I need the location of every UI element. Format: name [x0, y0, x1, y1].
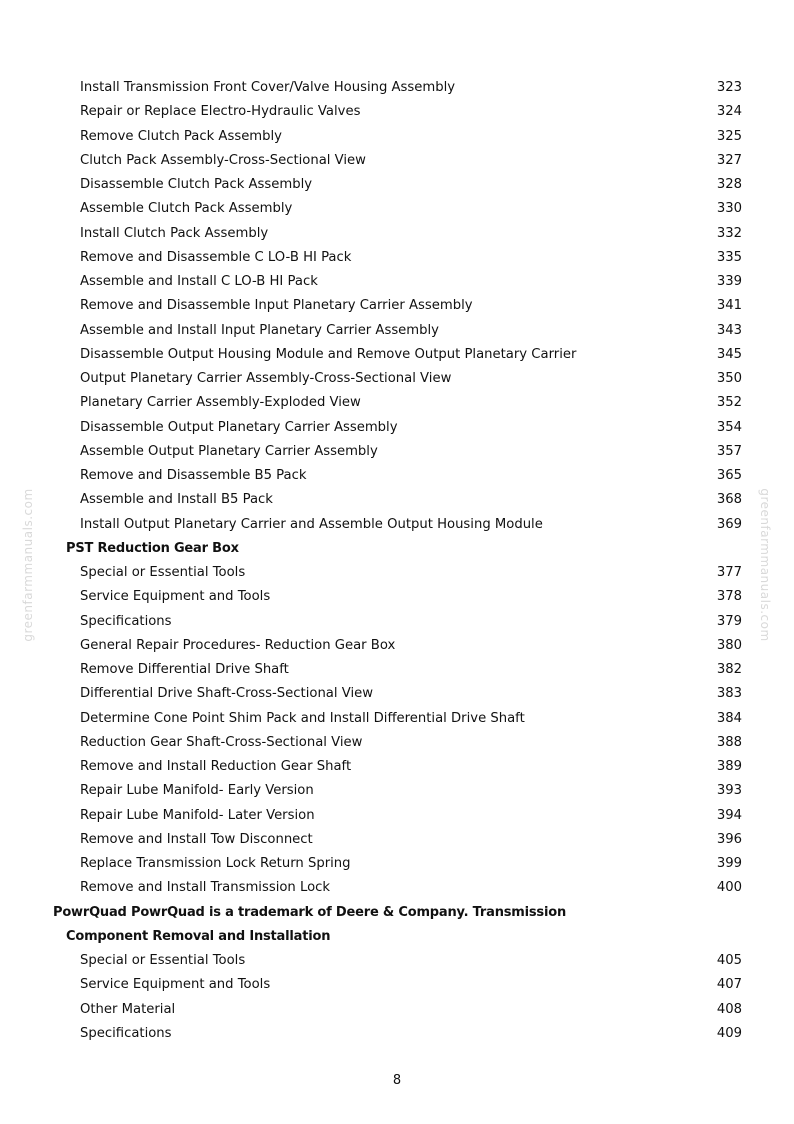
toc-entry-page-number: 350 [716, 371, 742, 386]
toc-entry-title: Remove and Install Transmission Lock [80, 880, 331, 896]
toc-entry-page-number: 408 [716, 1001, 742, 1017]
toc-entry[interactable] [0, 707, 794, 731]
toc-entry-title: Assemble and Install B5 Pack [80, 492, 273, 508]
toc-entry[interactable] [0, 149, 794, 173]
toc-entry[interactable] [0, 246, 794, 270]
toc-entry[interactable] [0, 779, 794, 803]
toc-entry-title: Differential Drive Shaft-Cross-Sectional View [80, 686, 374, 702]
toc-entry-title: Assemble and Install Input Planetary Carrier Assembly [80, 322, 439, 338]
toc-entry[interactable] [0, 876, 794, 900]
toc-entry-title: Remove and Install Tow Disconnect [80, 831, 313, 847]
toc-entry[interactable] [0, 294, 794, 318]
toc-entry-page-number: 384 [716, 710, 742, 726]
toc-entry[interactable] [0, 76, 794, 100]
toc-entry[interactable] [0, 464, 794, 488]
toc-entry[interactable] [0, 319, 794, 343]
toc-entry[interactable] [0, 610, 794, 634]
toc-entry-title: Assemble Clutch Pack Assembly [80, 201, 293, 217]
toc-entry[interactable] [0, 100, 794, 124]
toc-entry-page-number: 341 [716, 298, 742, 314]
toc-entry-title: Repair Lube Manifold- Later Version [80, 807, 315, 823]
toc-section-heading[interactable] [0, 925, 794, 949]
toc-entry-page-number: 357 [716, 443, 742, 459]
toc-entry[interactable] [0, 440, 794, 464]
toc-entry-title: Other Material [80, 1001, 176, 1017]
toc-section-heading[interactable] [0, 901, 794, 925]
toc-entry-page-number: 335 [716, 249, 742, 265]
toc-entry-title: Remove and Disassemble B5 Pack [80, 468, 307, 483]
toc-entry-page-number: 382 [716, 662, 742, 677]
toc-entry-page-number: 393 [716, 783, 742, 799]
toc-entry[interactable] [0, 222, 794, 246]
toc-entry-page-number: 400 [716, 880, 742, 896]
toc-entry[interactable] [0, 513, 794, 537]
toc-entry-page-number: 368 [716, 492, 742, 508]
toc-entry-title: Install Output Planetary Carrier and Assemble Output Housing Module [80, 516, 543, 532]
toc-entry-page-number: 365 [716, 468, 742, 483]
toc-entry-title: Service Equipment and Tools [80, 977, 271, 993]
toc-entry[interactable] [0, 634, 794, 658]
toc-entry-title: Install Transmission Front Cover/Valve Housing Assembly [80, 80, 456, 95]
toc-entry-page-number: 388 [716, 734, 742, 750]
toc-entry-page-number: 327 [716, 152, 742, 168]
toc-entry[interactable] [0, 585, 794, 609]
toc-entry-title: Repair Lube Manifold- Early Version [80, 783, 314, 799]
toc-entry[interactable] [0, 270, 794, 294]
toc-entry[interactable] [0, 197, 794, 221]
toc-entry[interactable] [0, 1022, 794, 1046]
toc-entry[interactable] [0, 804, 794, 828]
toc-entry-page-number: 343 [716, 322, 742, 338]
toc-entry-page-number: 332 [716, 225, 742, 241]
toc-entry-page-number: 325 [716, 128, 742, 144]
toc-entry-title: Replace Transmission Lock Return Spring [80, 856, 351, 871]
toc-entry[interactable] [0, 828, 794, 852]
toc-entry-title: General Repair Procedures- Reduction Gear Box [80, 637, 396, 653]
toc-entry-title: Component Removal and Installation [66, 928, 331, 944]
toc-entry-page-number: 339 [716, 274, 742, 289]
toc-entry-title: Disassemble Output Housing Module and Remove Output Planetary Carrier [80, 346, 577, 362]
toc-entry-page-number: 383 [716, 686, 742, 702]
table-of-contents [0, 76, 794, 1046]
toc-entry[interactable] [0, 125, 794, 149]
toc-entry-title: Planetary Carrier Assembly-Exploded View [80, 395, 361, 411]
toc-entry-page-number: 396 [716, 831, 742, 847]
toc-entry-page-number: 405 [716, 953, 742, 968]
toc-entry-title: Specifications [80, 1025, 172, 1041]
toc-entry-page-number: 324 [716, 104, 742, 120]
toc-entry-page-number: 378 [716, 589, 742, 605]
toc-entry[interactable] [0, 998, 794, 1022]
toc-entry[interactable] [0, 173, 794, 197]
watermark-right: greenfarmmanuals.com [758, 488, 772, 642]
toc-entry[interactable] [0, 658, 794, 682]
toc-entry-title: Remove and Disassemble Input Planetary Carrier Assembly [80, 298, 473, 314]
toc-entry-title: PST Reduction Gear Box [66, 540, 239, 556]
toc-entry-page-number: 345 [716, 346, 742, 362]
toc-entry-title: Remove and Disassemble C LO-B HI Pack [80, 249, 352, 265]
toc-entry[interactable] [0, 852, 794, 876]
toc-entry-title: Service Equipment and Tools [80, 589, 271, 605]
toc-entry-page-number: 409 [716, 1025, 742, 1041]
toc-entry-title: Clutch Pack Assembly-Cross-Sectional View [80, 152, 366, 168]
toc-entry-title: Determine Cone Point Shim Pack and Install Differential Drive Shaft [80, 710, 525, 726]
toc-entry-page-number: 323 [716, 80, 742, 95]
toc-entry-page-number: 379 [716, 613, 742, 629]
toc-entry-page-number: 354 [716, 419, 742, 435]
toc-entry-page-number: 328 [716, 177, 742, 192]
toc-entry-title: Remove Differential Drive Shaft [80, 662, 289, 677]
toc-entry[interactable] [0, 343, 794, 367]
toc-entry-page-number: 330 [716, 201, 742, 217]
page-number: 8 [392, 1073, 402, 1088]
toc-entry-title: Repair or Replace Electro-Hydraulic Valves [80, 104, 361, 120]
toc-entry[interactable] [0, 949, 794, 973]
watermark-left: greenfarmmanuals.com [21, 488, 35, 642]
toc-entry[interactable] [0, 367, 794, 391]
toc-entry-title: Assemble and Install C LO-B HI Pack [80, 274, 318, 289]
toc-entry-title: Disassemble Clutch Pack Assembly [80, 177, 313, 192]
toc-entry-title: Disassemble Output Planetary Carrier Assembly [80, 419, 398, 435]
toc-entry[interactable] [0, 731, 794, 755]
toc-entry[interactable] [0, 416, 794, 440]
toc-entry-page-number: 389 [716, 759, 742, 774]
toc-entry[interactable] [0, 682, 794, 706]
toc-entry-title: PowrQuad PowrQuad is a trademark of Deere & Company. Transmission [53, 904, 567, 920]
toc-entry-title: Special or Essential Tools [80, 565, 246, 580]
toc-entry[interactable] [0, 391, 794, 415]
toc-entry-page-number: 399 [716, 856, 742, 871]
toc-entry[interactable] [0, 973, 794, 997]
toc-entry-title: Specifications [80, 613, 172, 629]
toc-entry-page-number: 407 [716, 977, 742, 993]
toc-entry-title: Remove and Install Reduction Gear Shaft [80, 759, 352, 774]
toc-entry-title: Special or Essential Tools [80, 953, 246, 968]
toc-entry[interactable] [0, 488, 794, 512]
toc-entry[interactable] [0, 561, 794, 585]
toc-section-heading[interactable] [0, 537, 794, 561]
toc-entry-page-number: 377 [716, 565, 742, 580]
toc-entry-title: Install Clutch Pack Assembly [80, 225, 269, 241]
toc-entry-page-number: 380 [716, 637, 742, 653]
toc-entry-title: Output Planetary Carrier Assembly-Cross-Sectional View [80, 371, 452, 386]
toc-entry-title: Assemble Output Planetary Carrier Assembly [80, 443, 378, 459]
toc-entry[interactable] [0, 755, 794, 779]
toc-entry-page-number: 394 [716, 807, 742, 823]
toc-entry-title: Reduction Gear Shaft-Cross-Sectional View [80, 734, 363, 750]
toc-entry-page-number: 352 [716, 395, 742, 411]
toc-entry-page-number: 369 [716, 516, 742, 532]
toc-entry-title: Remove Clutch Pack Assembly [80, 128, 282, 144]
